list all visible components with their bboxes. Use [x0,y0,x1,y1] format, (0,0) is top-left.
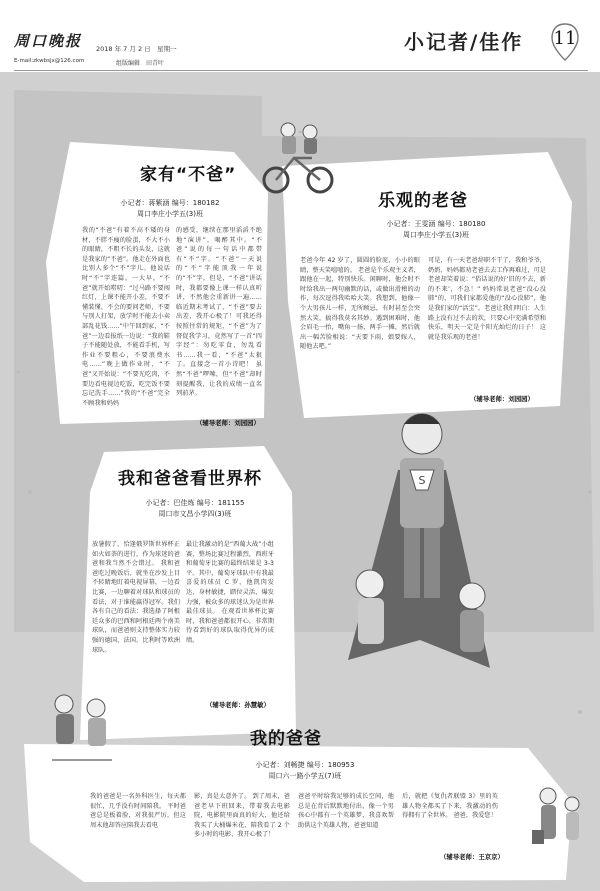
section-title: 小记者/佳作 [404,30,524,54]
svg-text:S: S [418,474,426,487]
article-1-body-right: 的感受，继续在那里滔滔不绝地“演讲”，喝醉其中。“不爸”说的每一句话中都带有“不”字。“不爸”一天说的“不”字能顶我一年说的“不”字。但是，“不爸”讲话时，我都要像上课一样认真听讲，不然他会重新讲一遍…… 临近期末考试了，“不爸”要去出差，我开心极了！可我还得按照往常的规矩，“不爸”为了督促我学习，竟然写了一首“四字经”：勿吃零食，勿乱看书……我一看，“不爸”太狠了。直接念一首小诗吧！ 虽然“不爸”啰嗦，但“不爸”却时刻提醒我，让我的成绩一直名列前茅。 [176,227,262,398]
article-2-author: 小记者：王雯涵 编号：180180 [386,220,486,228]
article-1-title: 家有“不爸” [140,165,237,185]
issue-date: 2018 年 7 月 2 日 星期一 [96,45,177,53]
page-number: 11 [553,28,577,49]
article-3-teacher: （辅导老师：孙慧敏） [206,701,270,709]
article-4-teacher: （辅导老师：王京京） [440,853,504,861]
article-2-school: 周口李庄小学五(3)班 [403,231,469,239]
article-3-author: 小记者：巴佳炼 编号：181155 [145,499,245,507]
article-4-body-col1: 我的爸爸是一名外科医生，每天都很忙，几乎没有时间陪我。 平时爸爸总是板着脸，对我很严厉，但这周末他却答应陪我去看电 [90,793,186,829]
article-2-title: 乐观的老爸 [378,191,468,211]
shopping-family-illustration [528,782,590,872]
article-1-body-left: 我的“不爸”有着不高不矮的身材，不胖不瘦的脸蛋，不大不小的眼睛，不粗不长的头发，这就是我家的“不爸”。他走在外面也比别人多个“不”字儿。他说话时“不”字连篇。一大早，“不爸”就开始唠叨：“过马路不要闯红灯，上课不能开小差，不要不懂装懂，不会的要问老师，不要与别人打架，放学时不能去小卖部乱花钱……”中午回到家，“不爸”一边看报纸一边说：“我的鞋子不能随处放，不能看手机，写作业不要粗心，不要浪费水电……”晚上做作业时，“不爸”又开始说：“不要光吃肉，不要边看电视边吃饭，吃完饭不要忘记洗手……”我的“不爸”完全不顾我和妈妈 [82,227,170,407]
article-4-school: 周口六一路小学五(7)班 [268,772,342,780]
article-2-body-right: 可是，有一天老爸辞职不干了，我和爷爷，奶奶，妈妈都劝老爸去去工作再难过，可是老爸却笑着说：“俗话说的好‘旧的不去，新的不来’，不急！” 妈妈常说老爸“没心没肺”的，可我们家都爱他的“没心没肺”，他是我们家的“活宝”。老爸让我们明白：人生路上没有过不去的坎，只要心中充满希望和快乐，明天一定是个阳光灿烂的日子！ 这就是我乐观的老爸！ [428,257,546,341]
article-3-body-right: 最让我激动的是“西葡大战”小组赛，整场比赛过程激烈，西班牙和葡萄牙比赛的最终结果是 3-3 平。其中，葡萄牙球队中有我最喜爱的球员 C 罗，他凯肉发达，身材敏捷，踏位灵活，爆发力强，被众多的球迷认为是世界最佳球员。 在观看世界杯比赛时，我和爸爸都很开心，非常期待看到好的球队取得优异的成绩。 [186,541,274,644]
article-3-school: 周口市文昌小学四(3)班 [158,510,232,518]
article-4-author: 小记者：刘畅捷 编号：180953 [255,761,355,769]
article-4-body-col3: 爸爸平时给我足够的成长空间，他总是在背后默默地付出，像一个男孩心中都有一个英雄梦，我喜欢帮助供这个英雄人物，爸爸知道 [298,793,394,829]
article-2-body-left: 老爸今年 42 岁了，圆圆的脸庞，小小的眼睛，整天笑嘻嘻的。 老爸是个乐观主义者，跟他在一起，特别快乐。闲聊时，他会时不时给我出一两句幽默的话，或做出滑稽的动作，每次逗得我哈哈大笑。我想到，他像一个大男孩儿一样，无所顾忌，有时甚至会突然大笑，搞得我莫名其妙。遇到困难时，他会眉毛一抬，嘴角一扬，两手一摊，然后就出一幅苦脸相说：“天要下雨，娘要嫁人，随他去吧。” [300,257,420,351]
article-2-teacher: （辅导老师：刘园园） [470,395,534,403]
article-4-body-col4: 后，就把《复仇者联盟 3》里的英雄人物全都买了下来，我激动的伤得拥有了全世界。 爸爸，我爱您！ [402,793,498,820]
article-4-body-col2: 影，真是太意外了。 到了周末，爸爸老早下班回来，带着我去电影院，电影院里面真的好大，他还给我买了大桶爆米花，陪我看了 2 个多小时的电影，我开心极了！ [194,793,290,839]
article-3-title: 我和爸爸看世界杯 [118,469,262,489]
article-1-teacher: （辅导老师：刘园园） [196,419,260,427]
page-number-badge [550,22,580,62]
bicycle-ride-illustration [258,118,338,196]
contact-email: E-mail:zkwbsjx@126.com [14,58,85,64]
layout-editor: 组版编辑 田青叶 [116,60,165,67]
article-1-author: 小记者：蒋紫涵 编号：180182 [120,199,220,207]
masthead-rule [14,70,588,71]
article-1-school: 周口李庄小学五(3)班 [137,210,203,218]
article-4-title: 我的爸爸 [250,729,322,749]
newspaper-logo: 周口晚报 [14,32,83,50]
superhero-dad-illustration [340,400,500,690]
article-3-body-left: 放暑假了，恰逢俄罗斯世界杯正如火如荼的进行，作为球迷的爸爸和我当然不会错过。 我和爸爸吃过晚饭后，就坐在沙发上目不转睛地盯着电视屏幕，一边看比赛，一边聊着对球队和球员的看法，对于谁能赢得冠军。我们各有自己的看法：我选择了阿根廷众多的巴西和阿根廷两个南美球队，而爸爸则支持整体实力较强的德国、法国、比利时等欧洲球队。 [92,541,180,654]
family-illustration [42,690,122,770]
